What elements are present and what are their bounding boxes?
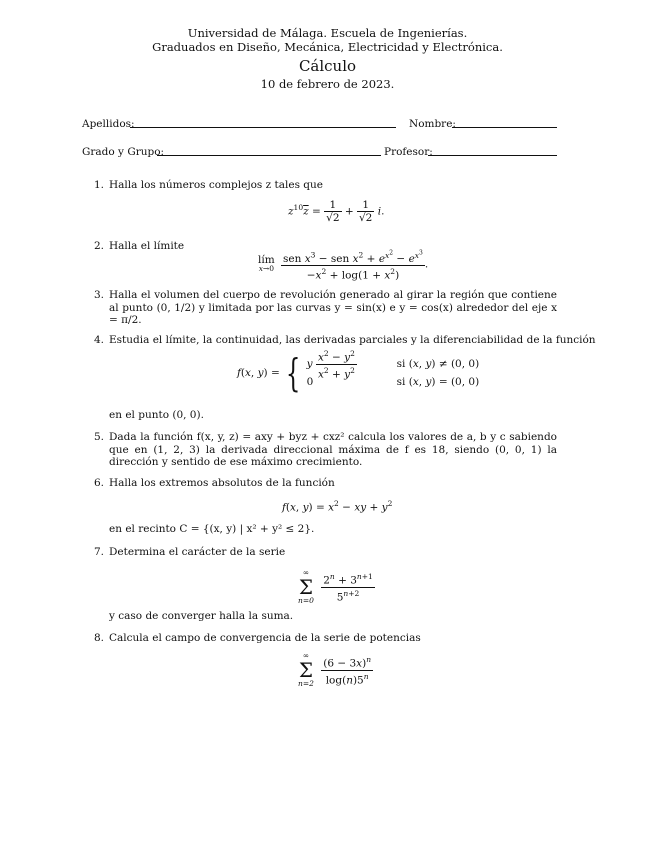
problem-6-formula: f(x, $y) = x^2$ − xy + $y^2$: [282, 499, 393, 514]
group-label: Grado y Grupo:: [82, 146, 165, 158]
problem-8-text: Calcula el campo de convergencia de la serie de potencias: [109, 632, 421, 644]
problem-4-after: en el punto (0, 0).: [109, 409, 204, 421]
problem-1-formula: $z^{10}\overline{z}$ = $\frac{1}{√2}$ + $\frac{1}{√2}$ i.: [288, 199, 385, 224]
problem-3-number: 3.: [94, 289, 105, 301]
problem-7-text: Determina el carácter de la serie: [109, 546, 286, 558]
exam-date: 10 de febrero de 2023.: [260, 77, 395, 91]
problem-4-number: 4.: [94, 334, 105, 346]
problem-5-number: 5.: [94, 431, 105, 443]
name-line[interactable]: [452, 127, 557, 128]
problem-6-after: en el recinto C = {(x, y) | x² + y² ≤ 2}.: [109, 523, 315, 535]
problem-7-after: y caso de converger halla la suma.: [109, 610, 294, 622]
surname-line[interactable]: [130, 127, 396, 128]
problem-3-text: Halla el volumen del cuerpo de revolución generado al girar la región que contiene al punto (0, 1/2) y limitada por las curvas y = sin(x) e y = cos(x) alrededor del eje x = π/2.: [109, 289, 557, 327]
problem-1-text: Halla los números complejos z tales que: [109, 179, 323, 191]
group-line[interactable]: [157, 155, 381, 156]
problem-5-text: Dada la función f(x, y, z) = axy + byz + cxz² calcula los valores de a, b y c sabiendo que en (1, 2, 3) la derivada direccional máxima de f es 18, siendo (0, 0, 1) la dirección y sentido de ese máximo crecimiento.: [109, 431, 557, 469]
degrees-line: Graduados en Diseño, Mecánica, Electricidad y Electrónica.: [152, 40, 503, 54]
teacher-line[interactable]: [428, 155, 557, 156]
name-label: Nombre:: [409, 118, 456, 130]
university-line: Universidad de Málaga. Escuela de Ingenierías.: [187, 26, 468, 40]
problem-1-number: 1.: [94, 179, 105, 191]
problem-2-text: Halla el límite: [109, 240, 185, 252]
problem-4-formula: f(x, y) = { y $\frac{x^2 - y^2}{x^2 + y^2}$ si (x, y) ≠ (0, 0) 0 si (x, y) = (0, 0): [237, 349, 480, 395]
problem-7-number: 7.: [94, 546, 105, 558]
surname-label: Apellidos:: [82, 118, 135, 130]
problem-8-formula: ∞ Σ n=2 $\frac{(6 - 3x)^n}{\log(n)5^n}$: [298, 651, 372, 688]
subject-title: Cálculo: [298, 57, 357, 75]
problem-8-number: 8.: [94, 632, 105, 644]
problem-2-number: 2.: [94, 240, 105, 252]
problem-2-formula: lím x→0 $\frac{sen x^3 - sen x^2 + e^{x^2} - e^{x^3}}{-x^2 + \log(1 + x^2)}$ .: [258, 249, 429, 282]
problem-6-number: 6.: [94, 477, 105, 489]
problem-7-formula: ∞ Σ n=0 $\frac{2^n + 3^{n+1}}{5^{n+2}}$: [298, 568, 373, 605]
problem-4-text: Estudia el límite, la continuidad, las derivadas parciales y la diferenciabilidad de la función: [109, 334, 596, 346]
problem-6-text: Halla los extremos absolutos de la función: [109, 477, 335, 489]
teacher-label: Profesor:: [384, 146, 433, 158]
